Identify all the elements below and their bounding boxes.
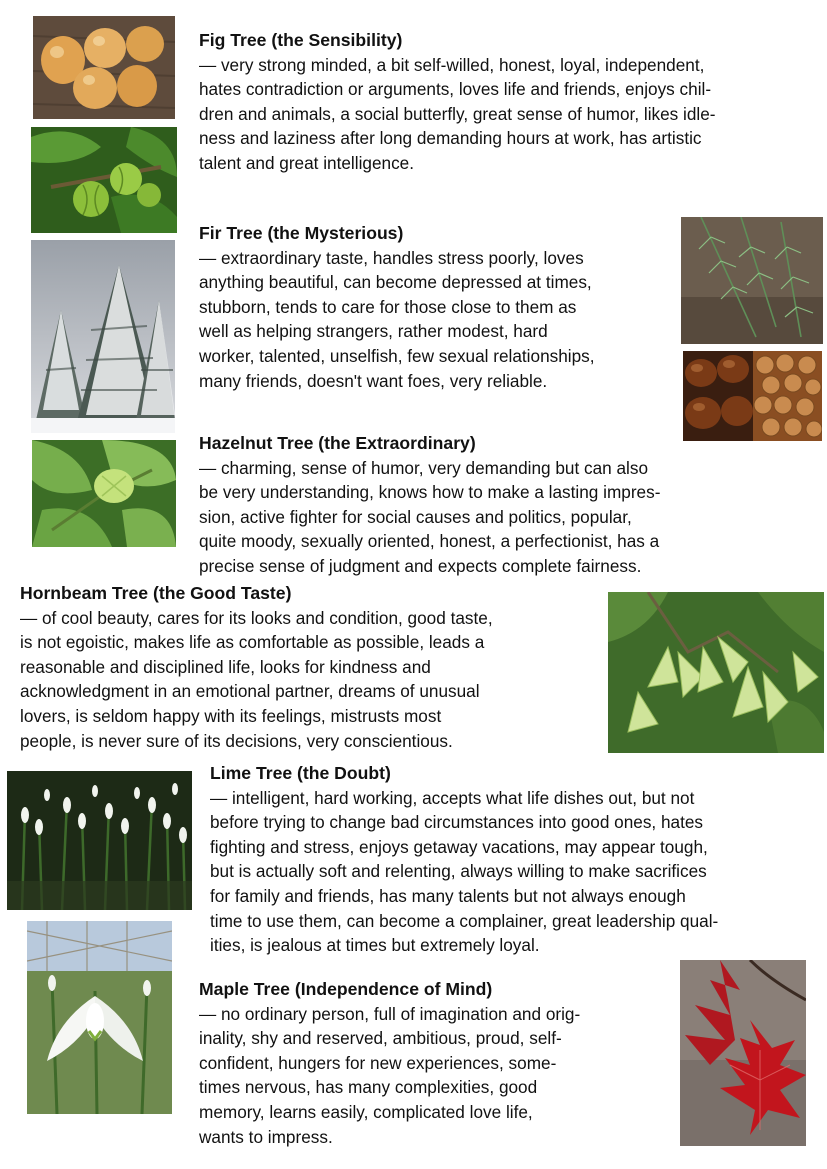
fir-tree-entry: [199, 221, 595, 393]
fir-tree-title: Fir Tree (the Mysterious): [199, 223, 404, 243]
lime-tree-title: Lime Tree (the Doubt): [210, 763, 391, 783]
maple-tree-title: Maple Tree (Independence of Mind): [199, 979, 493, 999]
hazelnut-leaf-photo-icon: [32, 440, 176, 547]
snowdrops-field-photo-icon: [7, 771, 192, 910]
fir-branch-photo-icon: [681, 217, 823, 344]
hazelnut-tree-entry: [199, 431, 660, 579]
hornbeam-seeds-photo-icon: [608, 592, 824, 753]
hornbeam-tree-title: Hornbeam Tree (the Good Taste): [20, 583, 292, 603]
figs-photo-icon: [33, 16, 175, 119]
maple-tree-description: — no ordinary person, full of imagination and orig- inality, shy and reserved, ambitious, proud, self- confident, hungers for new experiences, some- times nervous, has many complexities, good memory, learns easily, complicated love life, wants to impress.: [199, 1003, 581, 1147]
lime-tree-entry: [210, 761, 718, 958]
hornbeam-tree-description: — of cool beauty, cares for its looks and condition, good taste, is not egoistic, makes life as comfortable as possible, leads a reasonable and disciplined life, looks for kindness and acknowledgment in an emotional partner, dreams of unusual lovers, is seldom happy with its feelings, mistrusts most people, is never sure of its decisions, very conscientious.: [20, 607, 493, 751]
red-maple-leaves-photo-icon: [680, 960, 806, 1146]
chestnuts-hazelnuts-photo-icon: [683, 351, 822, 441]
hazelnut-tree-description: — charming, sense of humor, very demanding but can also be very understanding, knows how to make a lasting impres- sion, active fighter for social causes and politics, popular, quite moody, sexually oriented, honest, a perfectionist, has a precise sense of judgment and expects complete fairness.: [199, 457, 661, 576]
snowdrop-flower-photo-icon: [27, 921, 172, 1114]
fir-tree-description: — extraordinary taste, handles stress poorly, loves anything beautiful, can become depressed at times, stubborn, tends to care for those close to them as well as helping strangers, rather modest, hard worker, talented, unselfish, few sexual relationships, many friends, doesn't want foes, very reliable.: [199, 247, 595, 391]
snowy-firs-photo-icon: [31, 240, 175, 433]
fig-tree-entry: [199, 28, 716, 176]
fig-tree-description: — very strong minded, a bit self-willed, honest, loyal, independent, hates contradiction or arguments, loves life and friends, enjoys chil- dren and animals, a social butterfly, great sense of humor, likes idle- ness and laziness after long demanding hours at work, has artistic talent and great intelligence.: [199, 54, 716, 173]
fig-tree-title: Fig Tree (the Sensibility): [199, 30, 403, 50]
maple-tree-entry: [199, 977, 580, 1149]
lime-tree-description: — intelligent, hard working, accepts what life dishes out, but not before trying to change bad circumstances into good ones, hates fighting and stress, enjoys getaway vacations, may appear tough, but is actually soft and relenting, always willing to make sacrifices for family and friends, has many talents but not always enough time to use them, can become a complainer, great leadership qual- ities, is jealous at times but extremely loyal.: [210, 787, 719, 956]
green-figs-photo-icon: [31, 127, 177, 233]
hornbeam-tree-entry: [20, 581, 493, 753]
hazelnut-tree-title: Hazelnut Tree (the Extraordinary): [199, 433, 476, 453]
